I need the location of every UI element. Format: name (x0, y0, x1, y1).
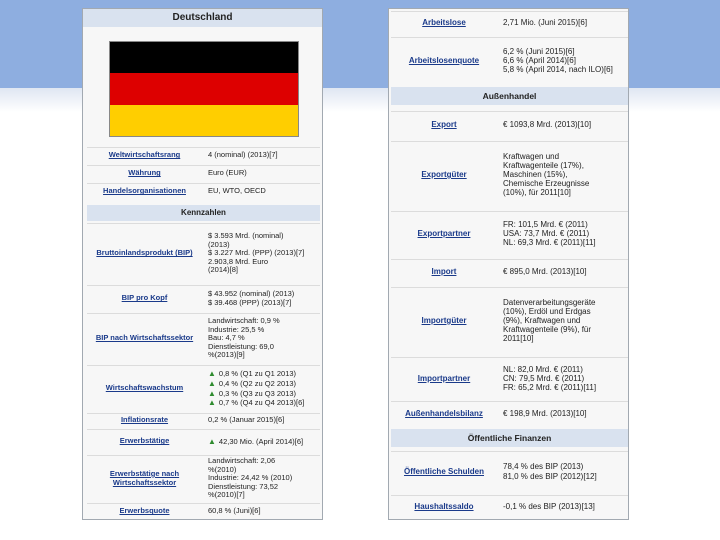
row-value: € 895,0 Mrd. (2013)[10] (503, 266, 587, 276)
row-label[interactable]: Export (431, 119, 457, 129)
row-oeffentliche-schulden (391, 451, 628, 491)
row-label[interactable]: Erwerbstätige nach Wirtschaftssektor (109, 468, 180, 487)
row-waehrung (87, 165, 320, 181)
row-erwerbstaetige (87, 429, 320, 453)
row-handelsorganisationen (87, 183, 320, 199)
row-value: $ 39.468 (PPP) (2013)[7] (208, 297, 292, 307)
up-arrow-icon: ▲ (208, 398, 216, 408)
up-arrow-icon: ▲ (208, 378, 216, 388)
row-label[interactable]: Arbeitslose (422, 17, 466, 27)
section-kennzahlen: Kennzahlen (87, 205, 320, 221)
row-value: Dienstleistung: 73,52 (208, 481, 279, 491)
row-arbeitslosenquote (391, 37, 628, 83)
row-label[interactable]: Haushaltssaldo (414, 501, 474, 511)
row-value: 0,7 % (Q4 zu Q4 2013)[6] (218, 398, 305, 408)
row-value: NL: 69,3 Mrd. € (2011)[11] (503, 238, 596, 248)
row-export (391, 111, 628, 137)
row-value: %(2010) (208, 464, 237, 474)
flag-stripe-gold (110, 105, 298, 136)
row-value: Kraftwagen und (503, 151, 560, 161)
row-value: 60,8 % (Juni)[6] (208, 506, 261, 516)
row-value: (2013) (208, 239, 230, 249)
row-label[interactable]: Währung (128, 168, 161, 178)
row-value: 2011[10] (503, 334, 534, 344)
row-value: FR: 65,2 Mrd. € (2011)[11] (503, 383, 597, 393)
row-label[interactable]: Bruttoinlandsprodukt (BIP) (96, 248, 193, 258)
row-importpartner (391, 357, 628, 399)
row-bip-sektor (87, 313, 320, 363)
row-value: 6,6 % (April 2014)[6] (503, 55, 576, 65)
row-value: 5,8 % (April 2014, nach ILO)[6] (503, 65, 613, 75)
row-value: Landwirtschaft: 2,06 (208, 455, 276, 465)
row-erwerbstaetige-sektor (87, 455, 320, 501)
row-value: (10%), für 2011[10] (503, 188, 571, 198)
row-value: %(2013)[9] (208, 350, 245, 360)
section-aussenhandel: Außenhandel (391, 87, 628, 105)
row-bip (87, 223, 320, 283)
row-arbeitslose (391, 11, 628, 33)
row-label[interactable]: Außenhandelsbilanz (405, 408, 483, 418)
row-value: (9%), Kraftwagen und (503, 315, 581, 325)
row-aussenhandelsbilanz (391, 401, 628, 425)
row-label[interactable]: Import (431, 266, 457, 276)
row-value: Chemische Erzeugnisse (503, 179, 590, 189)
row-erwerbsquote (87, 503, 320, 519)
infobox-germany (82, 8, 323, 520)
row-value: USA: 73,7 Mrd. € (2011) (503, 228, 590, 238)
row-value: 2.903,8 Mrd. Euro (208, 256, 269, 266)
row-label[interactable]: BIP pro Kopf (121, 293, 168, 303)
row-label[interactable]: Wirtschaftswachstum (105, 383, 184, 393)
flag-stripe-red (110, 73, 298, 104)
row-importgueter (391, 287, 628, 353)
row-value: € 198,9 Mrd. (2013)[10] (503, 408, 587, 418)
row-value: $ 3.227 Mrd. (PPP) (2013)[7] (208, 248, 305, 258)
row-value: (2014)[8] (208, 265, 239, 275)
row-label[interactable]: Importpartner (417, 373, 471, 383)
row-value: Landwirtschaft: 0,9 % (208, 315, 280, 325)
row-label[interactable]: Erwerbsquote (119, 506, 170, 516)
flag-stripe-black (110, 42, 298, 73)
flag-germany (109, 41, 299, 137)
row-label[interactable]: Exportgüter (421, 169, 467, 179)
row-label[interactable]: Importgüter (421, 315, 467, 325)
up-arrow-icon: ▲ (208, 369, 216, 379)
row-value: 0,4 % (Q2 zu Q2 2013) (218, 378, 297, 388)
row-label[interactable]: Weltwirtschaftsrang (108, 150, 181, 160)
row-value: 6,2 % (Juni 2015)[6] (503, 46, 575, 56)
row-inflation (87, 413, 320, 427)
row-value: 0,3 % (Q3 zu Q3 2013) (218, 388, 297, 398)
row-value: Dienstleistung: 69,0 (208, 341, 274, 351)
row-label[interactable]: Öffentliche Schulden (403, 466, 484, 476)
row-bip-pro-kopf (87, 285, 320, 311)
row-value: 2,71 Mio. (Juni 2015)[6] (503, 17, 588, 27)
up-arrow-icon: ▲ (208, 436, 216, 446)
row-weltwirtschaftsrang (87, 147, 320, 163)
row-value: Industrie: 25,5 % (208, 324, 265, 334)
row-haushaltssaldo (391, 495, 628, 517)
infobox-economy (388, 8, 629, 520)
row-value: $ 43.952 (nominal) (2013) (208, 288, 295, 298)
row-value: FR: 101,5 Mrd. € (2011) (503, 219, 588, 229)
row-value: 4 (nominal) (2013)[7] (208, 150, 278, 160)
row-value: NL: 82,0 Mrd. € (2011) (503, 364, 583, 374)
row-label[interactable]: BIP nach Wirtschaftssektor (95, 333, 194, 343)
row-value: 81,0 % des BIP (2012)[12] (503, 471, 597, 481)
row-value: 42,30 Mio. (April 2014)[6] (218, 436, 304, 446)
row-exportgueter (391, 141, 628, 207)
row-label[interactable]: Arbeitslosenquote (408, 55, 480, 65)
row-value: CN: 79,5 Mrd. € (2011) (503, 373, 585, 383)
row-wachstum (87, 365, 320, 411)
row-value: Maschinen (15%), (503, 169, 568, 179)
row-value: 0,2 % (Januar 2015)[6] (208, 415, 285, 425)
row-value: 78,4 % des BIP (2013) (503, 462, 584, 472)
row-value: Kraftwagenteile (9%), für (503, 325, 592, 335)
row-value: (10%), Erdöl und Erdgas (503, 306, 591, 316)
row-label[interactable]: Handelsorganisationen (103, 186, 186, 196)
row-value: Euro (EUR) (208, 168, 247, 178)
row-value: -0,1 % des BIP (2013)[13] (503, 501, 595, 511)
row-import (391, 259, 628, 283)
section-oeffentliche-finanzen: Öffentliche Finanzen (391, 429, 628, 447)
row-exportpartner (391, 211, 628, 255)
row-value: 0,8 % (Q1 zu Q1 2013) (218, 369, 297, 379)
row-label[interactable]: Exportpartner (417, 228, 471, 238)
row-value: $ 3.593 Mrd. (nominal) (208, 230, 284, 240)
row-value: EU, WTO, OECD (208, 186, 266, 196)
row-value: Kraftwagenteile (17%), (503, 160, 584, 170)
row-label[interactable]: Erwerbstätige (119, 436, 170, 446)
row-value: %(2010)[7] (208, 490, 245, 500)
row-value: Bau: 4,7 % (208, 333, 245, 343)
infobox-title: Deutschland (83, 9, 322, 27)
up-arrow-icon: ▲ (208, 388, 216, 398)
row-label[interactable]: Inflationsrate (120, 415, 169, 425)
row-value: Datenverarbeitungsgeräte (503, 297, 596, 307)
row-value: € 1093,8 Mrd. (2013)[10] (503, 119, 592, 129)
row-value: Industrie: 24,42 % (2010) (208, 473, 293, 483)
